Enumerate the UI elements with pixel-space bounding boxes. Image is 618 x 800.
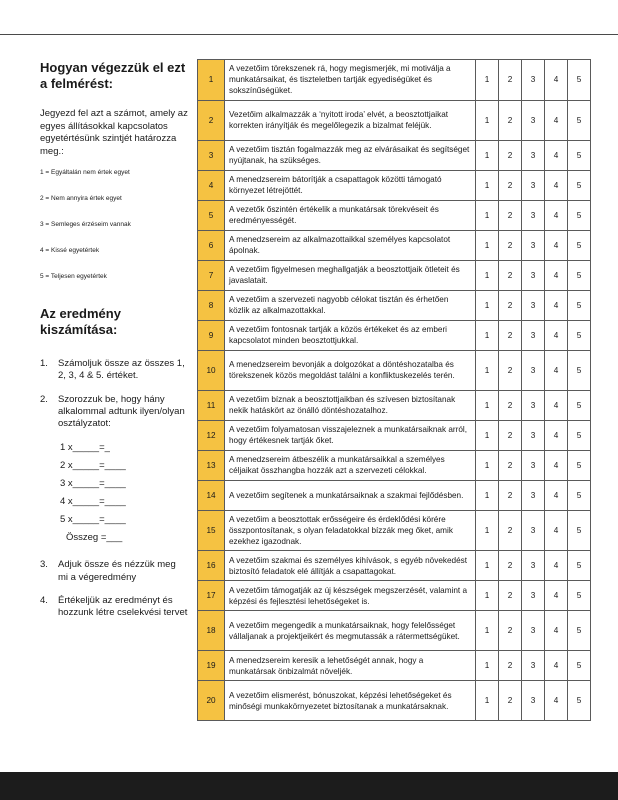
rating-option-1[interactable]: 1 <box>476 390 499 420</box>
rating-option-3[interactable]: 3 <box>522 200 545 230</box>
question-number: 1 <box>198 60 225 101</box>
footer-bar <box>0 772 618 800</box>
rating-option-5[interactable]: 5 <box>568 200 591 230</box>
scale-item: 4 = Kissé egyetértek <box>40 247 100 254</box>
survey-row <box>198 551 591 581</box>
survey-row <box>198 290 591 320</box>
rating-option-2[interactable]: 2 <box>499 290 522 320</box>
rating-option-2[interactable]: 2 <box>499 350 522 390</box>
rating-option-3[interactable]: 3 <box>522 260 545 290</box>
results-title: Az eredmény kiszámítása: <box>40 306 121 337</box>
step-text: Szorozzuk be, hogy hány alkalommal adtunk ilyen/olyan osztályzatot: <box>58 393 185 430</box>
rating-option-5[interactable]: 5 <box>568 390 591 420</box>
rating-option-1[interactable]: 1 <box>476 651 499 681</box>
survey-row <box>198 140 591 170</box>
rating-option-4[interactable]: 4 <box>545 551 568 581</box>
rating-option-3[interactable]: 3 <box>522 350 545 390</box>
question-number: 6 <box>198 230 225 260</box>
question-text: A vezetőim a beosztottak erősségeire és érdeklődési körére összpontosítanak, s olyan feladatokkal bízzák meg őket, amik ezekhez igazodnak. <box>225 510 476 551</box>
tally-line: 4 x_____=____ <box>60 496 126 508</box>
step-item <box>40 559 188 584</box>
rating-option-5[interactable]: 5 <box>568 320 591 350</box>
rating-option-5[interactable]: 5 <box>568 100 591 140</box>
question-number: 2 <box>198 100 225 140</box>
question-text: A vezetőim figyelmesen meghallgatják a beosztottjaik ötleteit és javaslatait. <box>225 260 476 290</box>
rating-option-3[interactable]: 3 <box>522 290 545 320</box>
rating-option-1[interactable]: 1 <box>476 170 499 200</box>
question-text: A menedzsereim bátorítják a csapattagok közötti támogató környezet létrejöttét. <box>225 170 476 200</box>
question-number: 20 <box>198 681 225 721</box>
question-text: A menedzsereim keresik a lehetőségét annak, hogy a munkatársak önbizalmát növeljék. <box>225 651 476 681</box>
rating-option-2[interactable]: 2 <box>499 170 522 200</box>
instructions-column <box>40 60 188 631</box>
rating-option-3[interactable]: 3 <box>522 230 545 260</box>
rating-option-2[interactable]: 2 <box>499 611 522 651</box>
how-to-title: Hogyan végezzük el ezt a felmérést: <box>40 60 186 91</box>
rating-option-4[interactable]: 4 <box>545 681 568 721</box>
rating-option-3[interactable]: 3 <box>522 581 545 611</box>
rating-option-5[interactable]: 5 <box>568 60 591 101</box>
scale-item: 5 = Teljesen egyetértek <box>40 273 107 280</box>
rating-option-2[interactable]: 2 <box>499 260 522 290</box>
question-number: 10 <box>198 350 225 390</box>
rating-option-1[interactable]: 1 <box>476 611 499 651</box>
survey-row <box>198 100 591 140</box>
step-text: Számoljuk össze az összes 1, 2, 3, 4 & 5. értéket. <box>58 358 185 382</box>
rating-option-5[interactable]: 5 <box>568 140 591 170</box>
rating-option-5[interactable]: 5 <box>568 510 591 551</box>
rating-option-4[interactable]: 4 <box>545 200 568 230</box>
tally-line: 2 x_____=____ <box>60 460 126 472</box>
step-number: 3. <box>40 559 48 571</box>
question-text: A vezetőim bíznak a beosztottjaikban és szívesen biztosítanak nekik hatáskört az önálló döntéshozatalhoz. <box>225 390 476 420</box>
scale-item: 1 = Egyáltalán nem értek egyet <box>40 169 130 176</box>
question-text: A vezetőim törekszenek rá, hogy megismerjék, mi motiválja a munkatársaikat, és tiszteletben tartják egyediségüket és sokszínűségüket. <box>225 60 476 101</box>
rating-option-1[interactable]: 1 <box>476 290 499 320</box>
rating-option-4[interactable]: 4 <box>545 420 568 450</box>
question-text: A vezetőim folyamatosan visszajeleznek a munkatársaiknak arról, hogy értékesnek tartják őket. <box>225 420 476 450</box>
question-text: A menedzsereim bevonják a dolgozókat a döntéshozatalba és törekszenek közös megoldást találni a konfliktuskezelés terén. <box>225 350 476 390</box>
rating-option-2[interactable]: 2 <box>499 651 522 681</box>
rating-option-1[interactable]: 1 <box>476 681 499 721</box>
step-number: 4. <box>40 595 48 607</box>
rating-option-4[interactable]: 4 <box>545 320 568 350</box>
survey-row <box>198 390 591 420</box>
rating-option-1[interactable]: 1 <box>476 420 499 450</box>
survey-row <box>198 170 591 200</box>
scale-legend <box>40 168 188 298</box>
rating-option-4[interactable]: 4 <box>545 450 568 480</box>
sum-line: Összeg =___ <box>66 532 123 544</box>
question-text: Vezetőim alkalmazzák a ‘nyitott iroda’ elvét, a beosztottjaikat korrekten irányítják és megelőlegezik a bizalmat feléjük. <box>225 100 476 140</box>
rating-option-2[interactable]: 2 <box>499 200 522 230</box>
question-text: A menedzsereim átbeszélik a munkatársaikkal a személyes céljaikat összhangba hozzák azt a szervezeti célokkal. <box>225 450 476 480</box>
rating-option-1[interactable]: 1 <box>476 230 499 260</box>
rating-option-1[interactable]: 1 <box>476 200 499 230</box>
rating-option-5[interactable]: 5 <box>568 651 591 681</box>
survey-row <box>198 320 591 350</box>
rating-option-3[interactable]: 3 <box>522 611 545 651</box>
tally-line: 1 x_____=_ <box>60 442 110 454</box>
question-number: 16 <box>198 551 225 581</box>
question-text: A vezetőim támogatják az új készségek megszerzését, valamint a képzési és fejlesztési lehetőségeket is. <box>225 581 476 611</box>
rating-option-4[interactable]: 4 <box>545 350 568 390</box>
survey-row <box>198 230 591 260</box>
rating-option-2[interactable]: 2 <box>499 681 522 721</box>
rating-option-3[interactable]: 3 <box>522 390 545 420</box>
rating-option-4[interactable]: 4 <box>545 480 568 510</box>
rating-option-4[interactable]: 4 <box>545 230 568 260</box>
rating-option-5[interactable]: 5 <box>568 681 591 721</box>
survey-row <box>198 480 591 510</box>
survey-row <box>198 350 591 390</box>
survey-row <box>198 420 591 450</box>
survey-row <box>198 200 591 230</box>
tally-line: 5 x_____=____ <box>60 514 126 526</box>
tally-line: 3 x_____=____ <box>60 478 126 490</box>
results-steps <box>40 358 188 430</box>
rating-option-1[interactable]: 1 <box>476 350 499 390</box>
results-steps-continued <box>40 559 188 619</box>
rating-option-2[interactable]: 2 <box>499 510 522 551</box>
rating-option-1[interactable]: 1 <box>476 581 499 611</box>
rating-option-1[interactable]: 1 <box>476 100 499 140</box>
survey-row <box>198 681 591 721</box>
rating-option-1[interactable]: 1 <box>476 140 499 170</box>
rating-option-1[interactable]: 1 <box>476 510 499 551</box>
rating-option-5[interactable]: 5 <box>568 290 591 320</box>
rating-option-1[interactable]: 1 <box>476 320 499 350</box>
rating-option-4[interactable]: 4 <box>545 170 568 200</box>
rating-option-5[interactable]: 5 <box>568 611 591 651</box>
rating-option-1[interactable]: 1 <box>476 551 499 581</box>
rating-option-3[interactable]: 3 <box>522 651 545 681</box>
rating-option-1[interactable]: 1 <box>476 450 499 480</box>
rating-option-4[interactable]: 4 <box>545 581 568 611</box>
step-item <box>40 595 188 620</box>
question-text: A vezetőim fontosnak tartják a közös értékeket és az emberi kapcsolatot minden beosztottjukkal. <box>225 320 476 350</box>
rating-option-1[interactable]: 1 <box>476 480 499 510</box>
rating-option-1[interactable]: 1 <box>476 260 499 290</box>
rating-option-4[interactable]: 4 <box>545 611 568 651</box>
question-number: 17 <box>198 581 225 611</box>
rating-option-3[interactable]: 3 <box>522 170 545 200</box>
rating-option-2[interactable]: 2 <box>499 320 522 350</box>
header-divider <box>0 34 618 35</box>
rating-option-2[interactable]: 2 <box>499 450 522 480</box>
rating-option-4[interactable]: 4 <box>545 510 568 551</box>
rating-option-4[interactable]: 4 <box>545 651 568 681</box>
question-number: 9 <box>198 320 225 350</box>
question-number: 7 <box>198 260 225 290</box>
survey-table-body <box>198 60 591 721</box>
rating-option-2[interactable]: 2 <box>499 581 522 611</box>
rating-option-5[interactable]: 5 <box>568 480 591 510</box>
rating-option-4[interactable]: 4 <box>545 100 568 140</box>
rating-option-3[interactable]: 3 <box>522 480 545 510</box>
rating-option-3[interactable]: 3 <box>522 60 545 101</box>
scale-item: 2 = Nem annyira értek egyet <box>40 195 122 202</box>
survey-row <box>198 581 591 611</box>
rating-option-3[interactable]: 3 <box>522 510 545 551</box>
question-number: 15 <box>198 510 225 551</box>
question-number: 8 <box>198 290 225 320</box>
rating-option-2[interactable]: 2 <box>499 551 522 581</box>
question-text: A vezetőim elismerést, bónuszokat, képzési lehetőségeket és minőségi munkakörnyezetet biztosítanak a munkatársaknak. <box>225 681 476 721</box>
question-number: 18 <box>198 611 225 651</box>
question-text: A vezetőim a szervezeti nagyobb célokat tisztán és érhetően közlik az alkalmazottakkal. <box>225 290 476 320</box>
tally-blanks <box>40 439 188 547</box>
scale-item: 3 = Semleges érzéseim vannak <box>40 221 131 228</box>
rating-option-3[interactable]: 3 <box>522 551 545 581</box>
question-text: A vezetőim megengedik a munkatársaiknak, hogy felelősséget vállaljanak a projektjeikért és megmutassák a rátermettségüket. <box>225 611 476 651</box>
rating-option-5[interactable]: 5 <box>568 450 591 480</box>
step-item <box>40 358 188 383</box>
rating-option-2[interactable]: 2 <box>499 100 522 140</box>
rating-option-5[interactable]: 5 <box>568 551 591 581</box>
survey-row <box>198 450 591 480</box>
rating-option-2[interactable]: 2 <box>499 390 522 420</box>
step-number: 1. <box>40 358 48 369</box>
rating-option-5[interactable]: 5 <box>568 170 591 200</box>
question-number: 11 <box>198 390 225 420</box>
instruction-text: Jegyezd fel azt a számot, amely az egyes állításokkal kapcsolatos egyetértésünk szintjét határozza meg.: <box>40 108 188 157</box>
question-number: 19 <box>198 651 225 681</box>
rating-option-2[interactable]: 2 <box>499 420 522 450</box>
rating-option-5[interactable]: 5 <box>568 230 591 260</box>
rating-option-4[interactable]: 4 <box>545 290 568 320</box>
survey-row <box>198 611 591 651</box>
step-number: 2. <box>40 393 48 405</box>
question-number: 14 <box>198 480 225 510</box>
rating-option-5[interactable]: 5 <box>568 581 591 611</box>
question-text: A vezetőim segítenek a munkatársaiknak a szakmai fejlődésben. <box>225 480 476 510</box>
rating-option-3[interactable]: 3 <box>522 140 545 170</box>
rating-option-3[interactable]: 3 <box>522 450 545 480</box>
question-number: 3 <box>198 140 225 170</box>
rating-option-4[interactable]: 4 <box>545 60 568 101</box>
rating-option-3[interactable]: 3 <box>522 100 545 140</box>
question-number: 12 <box>198 420 225 450</box>
rating-option-1[interactable]: 1 <box>476 60 499 101</box>
rating-option-3[interactable]: 3 <box>522 320 545 350</box>
survey-table <box>197 59 591 721</box>
question-text: A vezetőim tisztán fogalmazzák meg az elvárásaikat és segítséget nyújtanak, ha szükséges. <box>225 140 476 170</box>
question-number: 13 <box>198 450 225 480</box>
rating-option-2[interactable]: 2 <box>499 60 522 101</box>
rating-option-2[interactable]: 2 <box>499 230 522 260</box>
question-text: A menedzsereim az alkalmazottaikkal személyes kapcsolatot ápolnak. <box>225 230 476 260</box>
step-item <box>40 394 188 431</box>
rating-option-2[interactable]: 2 <box>499 140 522 170</box>
step-text: Adjuk össze és nézzük meg mi a végeredmény <box>58 559 176 583</box>
rating-option-5[interactable]: 5 <box>568 420 591 450</box>
step-text: Értékeljük az eredményt és hozzunk létre cselekvési tervet <box>58 595 188 619</box>
rating-option-4[interactable]: 4 <box>545 140 568 170</box>
rating-option-3[interactable]: 3 <box>522 681 545 721</box>
question-number: 5 <box>198 200 225 230</box>
question-text: A vezetők őszintén értékelik a munkatársak törekvéseit és eredményességét. <box>225 200 476 230</box>
rating-option-5[interactable]: 5 <box>568 260 591 290</box>
survey-row <box>198 510 591 551</box>
rating-option-4[interactable]: 4 <box>545 260 568 290</box>
question-number: 4 <box>198 170 225 200</box>
rating-option-3[interactable]: 3 <box>522 420 545 450</box>
survey-row <box>198 260 591 290</box>
survey-row <box>198 651 591 681</box>
rating-option-4[interactable]: 4 <box>545 390 568 420</box>
survey-row <box>198 60 591 101</box>
question-text: A vezetőim szakmai és személyes kihívások, s egyéb növekedést biztosító feladatok elé állítják a csapattagokat. <box>225 551 476 581</box>
rating-option-2[interactable]: 2 <box>499 480 522 510</box>
rating-option-5[interactable]: 5 <box>568 350 591 390</box>
